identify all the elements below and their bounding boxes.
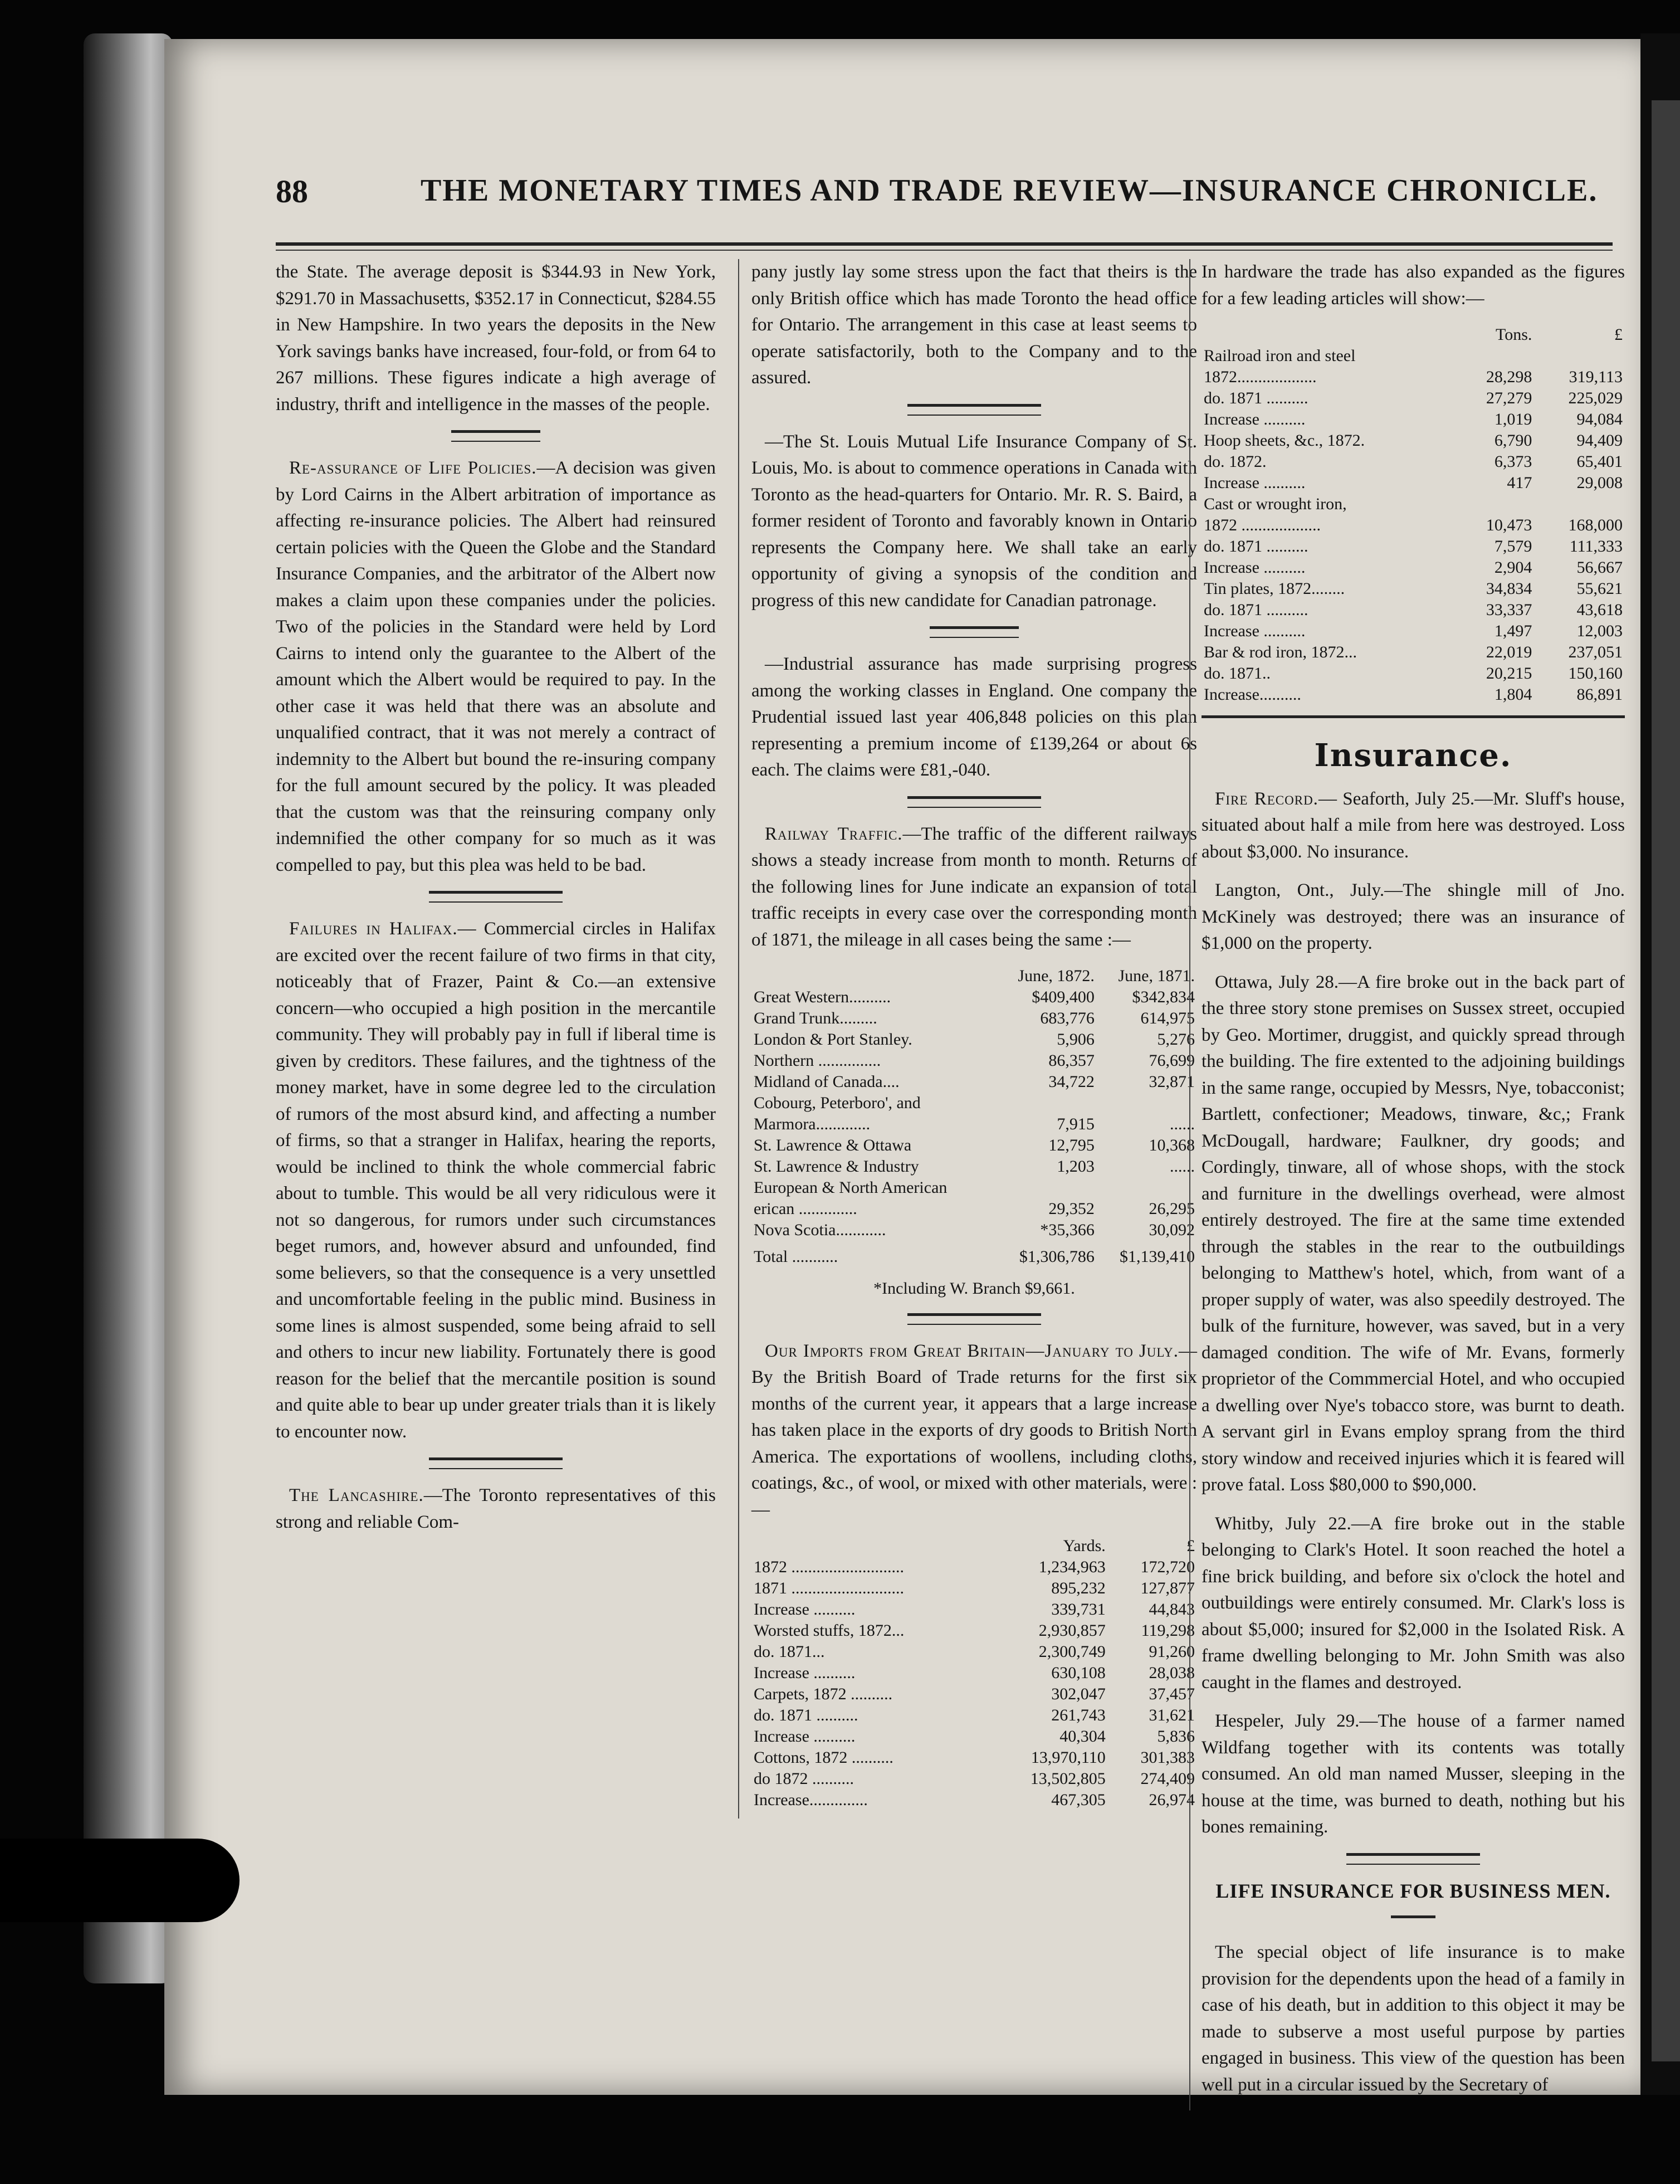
table-row [751,1641,1197,1663]
table-row [751,1684,1197,1705]
heading-failures: Failures in Halifax. [289,919,458,939]
column-1 [276,259,716,1548]
table-cell: 13,970,110 [1031,1748,1106,1767]
table-row [751,1726,1197,1747]
table-row [1202,557,1625,578]
paragraph-industrial: —Industrial assurance has made surprising progress among the working classes in England. One company the Prudential issued last year 406,848 policies on this plan representing a premium income of £139,264 or about 6s each. The claims were £81,-040. [751,654,1197,780]
table-cell: Northern ............... [754,1051,881,1070]
life-insurance-heading: LIFE INSURANCE FOR BUSINESS MEN. [1215,1879,1611,1902]
table-cell: Midland of Canada.... [754,1072,900,1091]
facing-page-strip [1652,100,1680,2061]
column-2 [738,259,1197,1819]
table-cell: 1872................... [1204,368,1317,386]
column-header: June, 1871. [1118,967,1195,985]
table-row [751,1156,1197,1177]
table-cell: Cottons, 1872 .......... [754,1748,893,1767]
table-cell: 1,804 [1494,685,1532,704]
paragraph-company: pany justly lay some stress upon the fact that theirs is the only British office which has made Toronto the head office for Ontario. The arrangement in this case at least seems to operate satisfactorily, both to the Company and to the assured. [751,262,1197,388]
table-cell: Increase.............. [754,1791,868,1809]
table-cell: Nova Scotia............ [754,1221,886,1239]
page-header [276,162,1613,223]
table-cell: Increase .......... [1204,622,1306,640]
paragraph-langton: Langton, Ont., July.—The shingle mill of Jno. McKinely was destroyed; there was an insurance of $1,000 on the property. [1202,880,1625,953]
table-cell: 2,930,857 [1038,1621,1106,1640]
separator-rule [1346,1853,1480,1865]
heading-imports: Our Imports from Great Britain—January to July. [765,1340,1179,1361]
table-cell: 1872 ................... [1204,516,1321,534]
table-total-row [751,1241,1197,1268]
table-cell: Increase .......... [754,1600,856,1618]
paragraph-savings-deposits: the State. The average deposit is $344.93 in New York, $291.70 in Massachusetts, $352.17 in Connecticut, $284.55 in New Hampshire. In two years the deposits in the New York savings banks have increased, four-fold, or from 64 to 267 millions. These figures indicate a high average of industry, thrift and intelligence in the masses of the people. [276,262,716,415]
running-title: THE MONETARY TIMES AND TRADE REVIEW—INSURANCE CHRONICLE. [421,173,1598,208]
body-fire-record: — Seaforth, July 25.—Mr. Sluff's house, situated about half a mile from here was destroyed. Loss about $3,000. No insurance. [1202,788,1625,862]
table-cell: 5,276 [1157,1030,1195,1049]
table-row [1202,599,1625,621]
table-row [751,1747,1197,1768]
table-cell: 33,337 [1486,601,1532,619]
table-row [751,1177,1197,1198]
table-cell: do. 1871.. [1204,664,1271,682]
body-failures: — Commercial circles in Halifax are excited over the recent failure of two firms in that city, noticeably that of Frazer, Paint & Co.—an extensive concern—who occupied a high position in the mercantile community. They will probably pay in full if liberal time is given by creditors. These failures, and the tightness of the money market, have in some degree led to the circulation of rumors of the most absurd kind, and affecting a number of firms, so that a stranger in Halifax, hearing the reports, would be inclined to think the whole commercial fabric about to tumble. This would be all very ridiculous were it not so dangerous, for rumors under such circumstances beget rumors, and, however absurd and unfounded, find some believers, so that the consequence is a very unsettled and uncomfortable feeling in the public mind. Business in some lines is almost suspended, some being afraid to sell and others to incur new liability. Fortunately there is good reason for the belief that the mercantile position is sound and quite able to bear up under greater trials than it is likely to encounter now. [276,919,716,1442]
table-cell: 94,084 [1576,410,1623,428]
article-reassurance [276,455,716,879]
paragraph-hardware-intro: In hardware the trade has also expanded as the figures for a few leading articles will show:— [1202,262,1625,309]
table-cell: 1871 ........................... [754,1579,904,1597]
table-cell: 29,008 [1576,474,1623,492]
table-cell: 55,621 [1576,579,1623,598]
table-cell: do. 1872. [1204,452,1267,471]
table-cell: ...... [1170,1157,1195,1176]
table-row [751,1008,1197,1029]
table-cell: Increase.......... [1204,685,1301,704]
heading-fire-record: Fire Record. [1215,788,1318,809]
table-cell: Grand Trunk......... [754,1009,877,1027]
separator-rule [930,626,1019,638]
separator-rule [451,430,540,442]
article-lancashire [276,1483,716,1535]
table-row [1202,345,1625,367]
table-footnote: *Including W. Branch $9,661. [873,1279,1075,1298]
table-cell: 32,871 [1149,1072,1195,1091]
table-cell: 895,232 [1051,1579,1106,1597]
table-cell [997,1177,1097,1198]
table-cell: 28,038 [1149,1664,1195,1682]
table-header-row [751,966,1197,987]
table-row [1202,621,1625,642]
table-cell: 44,843 [1149,1600,1195,1618]
table-cell: 91,260 [1149,1642,1195,1661]
table-row [1202,663,1625,684]
table-row [751,1663,1197,1684]
table-cell: 12,795 [1048,1136,1095,1154]
table-cell: 339,731 [1051,1600,1106,1618]
table-row [751,1220,1197,1241]
body-imports: —By the British Board of Trade returns for the first six months of the current year, it appears that a large increase has taken place in the exports of dry goods to British North America. The exportations of woollens, including cloths, coatings, &c., of wool, or mixed with other materials, were :— [751,1340,1197,1520]
table-row [751,1557,1197,1578]
table-cell: 34,722 [1048,1072,1095,1091]
table-cell: 168,000 [1568,516,1623,534]
table-cell: do. 1871 .......... [754,1706,858,1724]
table-cell: Cobourg, Peterboro', and [754,1094,921,1112]
table-cell: 302,047 [1051,1685,1106,1703]
table-cell: 261,743 [1051,1706,1106,1724]
table-cell: 5,836 [1157,1727,1195,1746]
table-row [751,1599,1197,1620]
table-cell: 1872 ........................... [754,1558,904,1576]
table-cell: 40,304 [1059,1727,1106,1746]
article-railway-traffic [751,821,1197,954]
table-cell: 683,776 [1040,1009,1095,1027]
table-cell: 225,029 [1568,389,1623,407]
table-cell: 319,113 [1569,368,1623,386]
table-cell [1534,494,1625,515]
table-cell: 27,279 [1486,389,1532,407]
imports-table [751,1535,1197,1811]
table-cell: 6,790 [1494,431,1532,450]
table-cell: $1,139,410 [1120,1247,1195,1266]
table-row [1202,642,1625,663]
table-cell: 274,409 [1140,1769,1195,1788]
table-row [751,1050,1197,1071]
separator-rule [907,404,1041,416]
table-cell: 86,357 [1048,1051,1095,1070]
table-cell: erican .............. [754,1200,857,1218]
table-cell: Bar & rod iron, 1872... [1204,643,1357,661]
column-header: £ [1186,1537,1195,1555]
table-cell: do. 1871... [754,1642,825,1661]
table-cell: 150,160 [1568,664,1623,682]
table-cell: 10,473 [1486,516,1532,534]
table-cell: *35,366 [1040,1221,1095,1239]
table-cell: Increase .......... [754,1727,856,1746]
table-cell: Marmora............. [754,1115,871,1133]
separator-rule [907,1313,1041,1325]
table-row [1202,578,1625,599]
table-cell: 37,457 [1149,1685,1195,1703]
header-rule-thin [276,250,1613,251]
table-row [1202,494,1625,515]
paragraph-st-louis: —The St. Louis Mutual Life Insurance Company of St. Louis, Mo. is about to commence operations in Canada with Toronto as the head-quarters for Ontario. Mr. R. S. Baird, a former resident of Toronto and favorably known in Ontario represents the Company here. We shall take an early opportunity of giving a synopsis of the condition and progress of this new candidate for Canadian patronage. [751,431,1197,611]
table-row [751,987,1197,1008]
table-cell: 86,891 [1576,685,1623,704]
separator-rule [429,1457,563,1469]
table-cell: 34,834 [1486,579,1532,598]
paragraph-hespeler: Hespeler, July 29.—The house of a farmer named Wildfang together with its contents was totally consumed. An old man named Musser, sleeping in the house at the time, was burned to death, nothing but his bones remaining. [1202,1711,1625,1837]
table-row [751,1790,1197,1811]
table-cell: Worsted stuffs, 1872... [754,1621,905,1640]
separator-rule [907,796,1041,808]
table-cell [1534,345,1625,367]
table-row [751,1114,1197,1135]
table-header-row [1202,324,1625,345]
table-cell: Cast or wrought iron, [1204,495,1347,513]
table-cell: 26,295 [1149,1200,1195,1218]
heading-lancashire: The Lancashire. [289,1485,424,1505]
thumb-shadow [0,1839,240,1922]
table-cell: 1,497 [1494,622,1532,640]
table-cell: 172,720 [1140,1558,1195,1576]
table-cell: 1,203 [1057,1157,1095,1176]
table-cell: 614,975 [1140,1009,1195,1027]
table-cell: 119,298 [1141,1621,1195,1640]
table-cell [997,1093,1097,1114]
table-row [751,1768,1197,1790]
table-row [1202,430,1625,451]
table-cell: 5,906 [1057,1030,1095,1049]
table-cell: 31,621 [1149,1706,1195,1724]
table-row [1202,367,1625,388]
paragraph-whitby: Whitby, July 22.—A fire broke out in the stable belonging to Clark's Hotel. It soon reached the hotel a fine brick building, and before six o'clock the hotel and outbuildings were entirely consumed. Mr. Clark's loss is about $5,000; insured for $2,000 in the Isolated Risk. A frame dwelling belonging to Mr. John Smith was also caught in the flames and destroyed. [1202,1513,1625,1693]
body-reassurance: —A decision was given by Lord Cairns in the Albert arbitration of importance as affecting re-insurance policies. The Albert had reinsured certain policies with the Queen the Globe and the Standard Insurance Companies, and the arbitrator of the Albert now makes a claim upon these companies under the policies. Two of the policies in the Standard were held by Lord Cairns to intend only the guarantee to the Albert of the amount which the Albert would be required to pay. In the other case it was held that there was an absolute and unqualified contract, that it was not merely a contract of indemnity to the Albert but bound the re-insuring company for the full amount secured by the policy. It was pleaded that the custom was that the reinsuring company only indemnified the other company for so much as it was compelled to pay, but this plea was held to be bad. [276,458,716,875]
table-cell: 127,877 [1140,1579,1195,1597]
table-cell: 76,699 [1149,1051,1195,1070]
heading-reassurance: Re-assurance of Life Policies. [289,458,537,478]
table-cell: 237,051 [1568,643,1623,661]
table-row [1202,472,1625,494]
article-fire-record [1202,786,1625,866]
table-cell: 12,003 [1576,622,1623,640]
table-cell [1097,1093,1197,1114]
table-row [751,1071,1197,1093]
hardware-table [1202,324,1625,705]
column-3 [1189,259,1625,2110]
table-row [1202,388,1625,409]
table-cell: do. 1871 .......... [1204,389,1308,407]
table-cell: Hoop sheets, &c., 1872. [1204,431,1365,450]
paragraph-life-insurance: The special object of life insurance is to make provision for the dependents upon the head of a family in case of his death, but in addition to this object it may be made to subserve a most useful purpose by parties engaged in business. This view of the question has been well put in a circular issued by the Secretary of [1202,1942,1625,2095]
table-cell: 30,092 [1149,1221,1195,1239]
table-cell: 7,915 [1057,1115,1095,1133]
table-cell: $409,400 [1032,988,1095,1006]
table-cell: 417 [1507,474,1532,492]
table-cell: Increase .......... [754,1664,856,1682]
table-cell: 20,215 [1486,664,1532,682]
table-cell: 13,502,805 [1030,1769,1106,1788]
body-railway-traffic: —The traffic of the different railways shows a steady increase from month to month. Returns of the following lines for June indicate an expansion of total traffic receipts in every case over the corresponding month of 1871, the mileage in all cases being the same :— [751,823,1197,950]
table-header-row [751,1535,1197,1557]
page-number: 88 [276,173,308,209]
table-cell: 467,305 [1051,1791,1106,1809]
table-cell: 2,300,749 [1038,1642,1106,1661]
article-failures [276,916,716,1445]
table-row [1202,536,1625,557]
table-cell [1097,1177,1197,1198]
table-cell: do. 1871 .......... [1204,601,1308,619]
table-cell: 111,333 [1569,537,1623,555]
table-row [751,1620,1197,1641]
table-cell: 10,368 [1149,1136,1195,1154]
separator-rule [429,891,563,903]
paragraph-ottawa: Ottawa, July 28.—A fire broke out in the back part of the three story stone premises on Sussex street, occupied by Geo. Mortimer, druggist, and quickly spread through the building. The fire extented to the adjoining buildings in the same range, occupied by Messrs, Nye, tobacconist; Bartlett, confectioner; Meadows, tinware, &c,; Frank McDougall, hardware; Faulkner, dry goods; and Cordingly, tinware, all of whose shops, with the stock and furniture in the dwellings overhead, were almost entirely destroyed. The fire at the same time extended through the stables in the rear to the outbuildings belonging to Matthew's hotel, which, from want of a proper supply of water, was also speedily destroyed. The bulk of the furniture, however, was saved, but in a very damaged condition. The wife of Mr. Evans, formerly proprietor of the Commmercial Hotel, and who occupied a dwelling over Nye's tobacco store, was burnt to death. A servant girl in Evans employ sprang from the third story window and received injuries which it is feared will prove fatal. Loss $80,000 to $90,000. [1202,972,1625,1495]
table-cell [1457,345,1534,367]
column-header: June, 1872. [1018,967,1095,985]
table-cell: 301,383 [1140,1748,1195,1767]
insurance-section-title: Insurance. [1314,737,1512,774]
column-header: Yards. [1063,1537,1106,1555]
table-cell: 65,401 [1576,452,1623,471]
table-cell: 2,904 [1494,558,1532,577]
table-row [751,1198,1197,1220]
table-cell: Increase .......... [1204,474,1306,492]
table-cell: Increase .......... [1204,558,1306,577]
table-cell: 28,298 [1486,368,1532,386]
table-cell: Tin plates, 1872........ [1204,579,1345,598]
table-row [751,1135,1197,1156]
table-cell: 630,108 [1051,1664,1106,1682]
heading-railway-traffic: Railway Traffic. [765,823,903,844]
table-cell: St. Lawrence & Industry [754,1157,919,1176]
table-cell: London & Port Stanley. [754,1030,912,1049]
table-cell: 26,974 [1149,1791,1195,1809]
table-cell: European & North American [754,1178,948,1197]
article-imports [751,1338,1197,1524]
table-cell: 56,667 [1576,558,1623,577]
table-row [751,1578,1197,1599]
page [164,39,1640,2095]
table-cell: Great Western.......... [754,988,891,1006]
table-row [751,1093,1197,1114]
table-row [751,1705,1197,1726]
table-row [751,1029,1197,1050]
table-cell: 1,234,963 [1038,1558,1106,1576]
table-cell: $1,306,786 [1019,1247,1095,1266]
column-header: Tons. [1495,325,1532,344]
table-cell: 94,409 [1576,431,1623,450]
table-cell: 6,373 [1494,452,1532,471]
table-cell: Railroad iron and steel [1204,347,1356,365]
header-rule [276,242,1613,246]
table-cell: $342,834 [1132,988,1195,1006]
column-header: £ [1614,325,1623,344]
table-cell: 22,019 [1486,643,1532,661]
table-cell [1457,494,1534,515]
table-row [1202,409,1625,430]
table-cell: Carpets, 1872 .......... [754,1685,893,1703]
section-rule [1202,715,1625,726]
table-row [1202,515,1625,536]
table-cell: do 1872 .......... [754,1769,854,1788]
table-cell: do. 1871 .......... [1204,537,1308,555]
table-cell: Increase .......... [1204,410,1306,428]
table-row [1202,684,1625,705]
table-cell: 29,352 [1048,1200,1095,1218]
table-row [1202,451,1625,472]
book-binding [84,33,173,1983]
table-cell: Total ........... [754,1247,838,1266]
table-cell: St. Lawrence & Ottawa [754,1136,912,1154]
table-cell: ...... [1170,1115,1195,1133]
body-lancashire: —The Toronto representatives of this strong and reliable Com- [276,1485,716,1532]
table-cell: 1,019 [1494,410,1532,428]
table-cell: 7,579 [1494,537,1532,555]
table-cell: 43,618 [1576,601,1623,619]
separator-rule [1391,1915,1435,1926]
railway-traffic-table [751,966,1197,1268]
